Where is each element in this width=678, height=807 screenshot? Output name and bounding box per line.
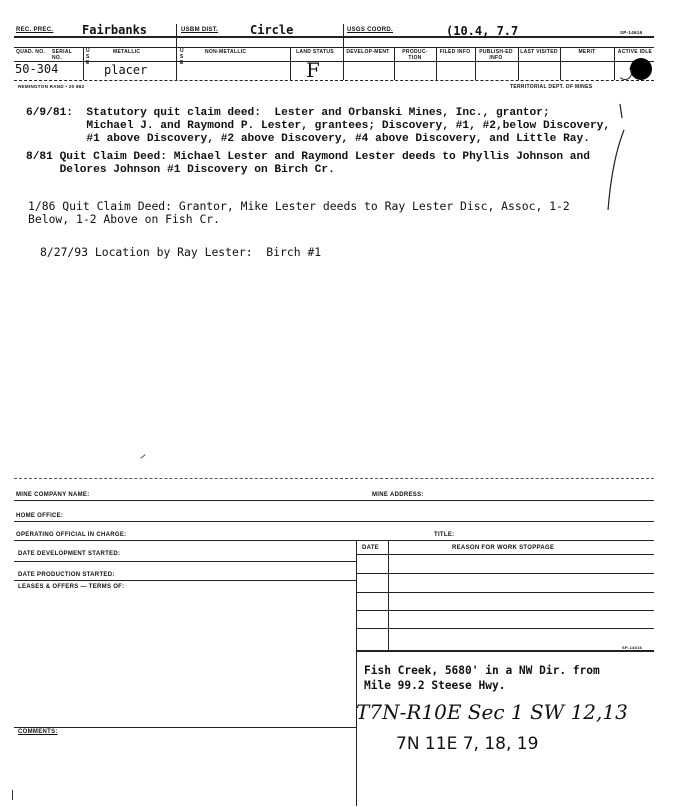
published-info-label: PUBLISH-ED INFO (479, 49, 513, 61)
dev-rule (14, 561, 356, 562)
production-label: PRODUC-TION (402, 49, 428, 61)
divider-7 (475, 47, 476, 80)
divider-5 (394, 47, 395, 80)
metallic-value: placer (104, 63, 148, 77)
date-dev-label: DATE DEVELOPMENT STARTED: (18, 551, 121, 557)
development-label: DEVELOP-MENT (346, 49, 390, 55)
location-line: Fish Creek, 5680' in a NW Dir. from (364, 664, 600, 677)
use-letters-1: U S E (86, 48, 90, 66)
mine-company-label: MINE COMPANY NAME: (16, 492, 90, 498)
divider-8 (518, 47, 519, 80)
territorial-note: TERRITORIAL DEPT. OF MINES (510, 84, 593, 90)
stoppage-bottom-rule (356, 650, 654, 652)
use-letters-2: U S E (180, 48, 184, 66)
leases-label: LEASES & OFFERS — TERMS OF: (18, 584, 125, 590)
entry-line: #1 above Discovery, #2 above Discovery, #4 above Discovery, and Little Ray. (26, 133, 590, 145)
filed-info-label: FILED INFO (439, 49, 471, 55)
official-rule (14, 540, 654, 541)
date-col-divider (388, 540, 389, 650)
header-mid-rule (14, 47, 654, 48)
prod-rule (14, 580, 356, 581)
divider-2 (343, 24, 344, 80)
divider-6 (436, 47, 437, 80)
metallic-label: METALLIC (113, 49, 141, 55)
quad-serial-value: 50-304 (15, 62, 59, 76)
divider-4 (290, 47, 291, 80)
printer-note: REMINGTON RAND • 20 862 (18, 84, 85, 89)
serial-label: SERIAL NO. (52, 49, 73, 61)
active-dot-icon (630, 58, 652, 80)
entry-line: 1/86 Quit Claim Deed: Grantor, Mike Lester deeds to Ray Lester Disc, Assoc, 1-2 (28, 199, 570, 213)
comments-label: COMMENTS: (18, 729, 58, 735)
header-bottom-rule (14, 80, 654, 81)
stoppage-row-rule (356, 592, 654, 593)
entry-line: Michael J. and Raymond P. Lester, grantees; Discovery, #1, #2,below Discovery, (26, 120, 611, 132)
home-office-label: HOME OFFICE: (16, 513, 64, 519)
mine-address-label: MINE ADDRESS: (372, 492, 424, 498)
header-label-rule (14, 61, 654, 62)
merit-label: MERIT (578, 49, 596, 55)
form-code-top: SP-14616 (620, 30, 643, 35)
lower-top-dashed-rule (14, 478, 654, 479)
entry-line: Below, 1-2 Above on Fish Cr. (28, 212, 221, 226)
land-status-value: F (306, 58, 320, 82)
stoppage-row-rule (356, 554, 654, 555)
idle-circle-icon (618, 66, 632, 80)
scan-mark (140, 454, 145, 459)
usgs-coord-label: USGS COORD. (347, 27, 393, 33)
stoppage-row-rule (356, 610, 654, 611)
last-visited-label: LAST VISITED (520, 49, 558, 55)
entry-line: 8/81 Quit Claim Deed: Michael Lester and Raymond Lester deeds to Phyllis Johnson and (26, 151, 590, 163)
form-code-bottom: SP-14616 (622, 645, 643, 650)
rec-prec-value: Fairbanks (82, 23, 148, 37)
divider-1 (176, 24, 177, 80)
handwritten-legal-description: T7N-R10E Sec 1 SW 12,13 (356, 700, 628, 724)
quad-label: QUAD. NO. (16, 49, 46, 55)
land-status-label: LAND STATUS (296, 49, 334, 55)
date-prod-label: DATE PRODUCTION STARTED: (18, 572, 115, 578)
entry-line: 8/27/93 Location by Ray Lester: Birch #1 (40, 245, 322, 259)
rec-prec-label: REC. PREC. (16, 27, 54, 33)
company-rule (14, 500, 654, 501)
stoppage-row-rule (356, 573, 654, 574)
usbm-dist-value: Circle (250, 23, 294, 37)
comments-rule (14, 727, 356, 728)
nonmetallic-label: NON-METALLIC (205, 49, 247, 55)
divider-10 (614, 47, 615, 80)
divider-9 (560, 47, 561, 80)
operating-official-label: OPERATING OFFICIAL IN CHARGE: (16, 532, 127, 538)
usbm-dist-label: USBM DIST. (181, 27, 219, 33)
handwritten-township: 7N 11E 7, 18, 19 (396, 734, 539, 754)
active-idle-label: ACTIVE IDLE (617, 49, 653, 55)
stoppage-row-rule (356, 628, 654, 629)
entry-line: Delores Johnson #1 Discovery on Birch Cr. (26, 164, 335, 176)
title-label: TITLE: (434, 532, 455, 538)
center-divider (356, 540, 357, 806)
scan-mark (12, 790, 13, 800)
usgs-coord-value: (10.4, 7.7 (446, 24, 519, 38)
divider-3 (83, 47, 84, 80)
entry-line: 6/9/81: Statutory quit claim deed: Lester and Orbanski Mines, Inc., grantor; (26, 107, 550, 119)
reason-label: REASON FOR WORK STOPPAGE (452, 545, 555, 551)
date-col-label: DATE (362, 545, 380, 551)
bracket-mark-icon (598, 100, 628, 212)
location-line: Mile 99.2 Steese Hwy. (364, 679, 506, 692)
home-office-rule (14, 521, 654, 522)
